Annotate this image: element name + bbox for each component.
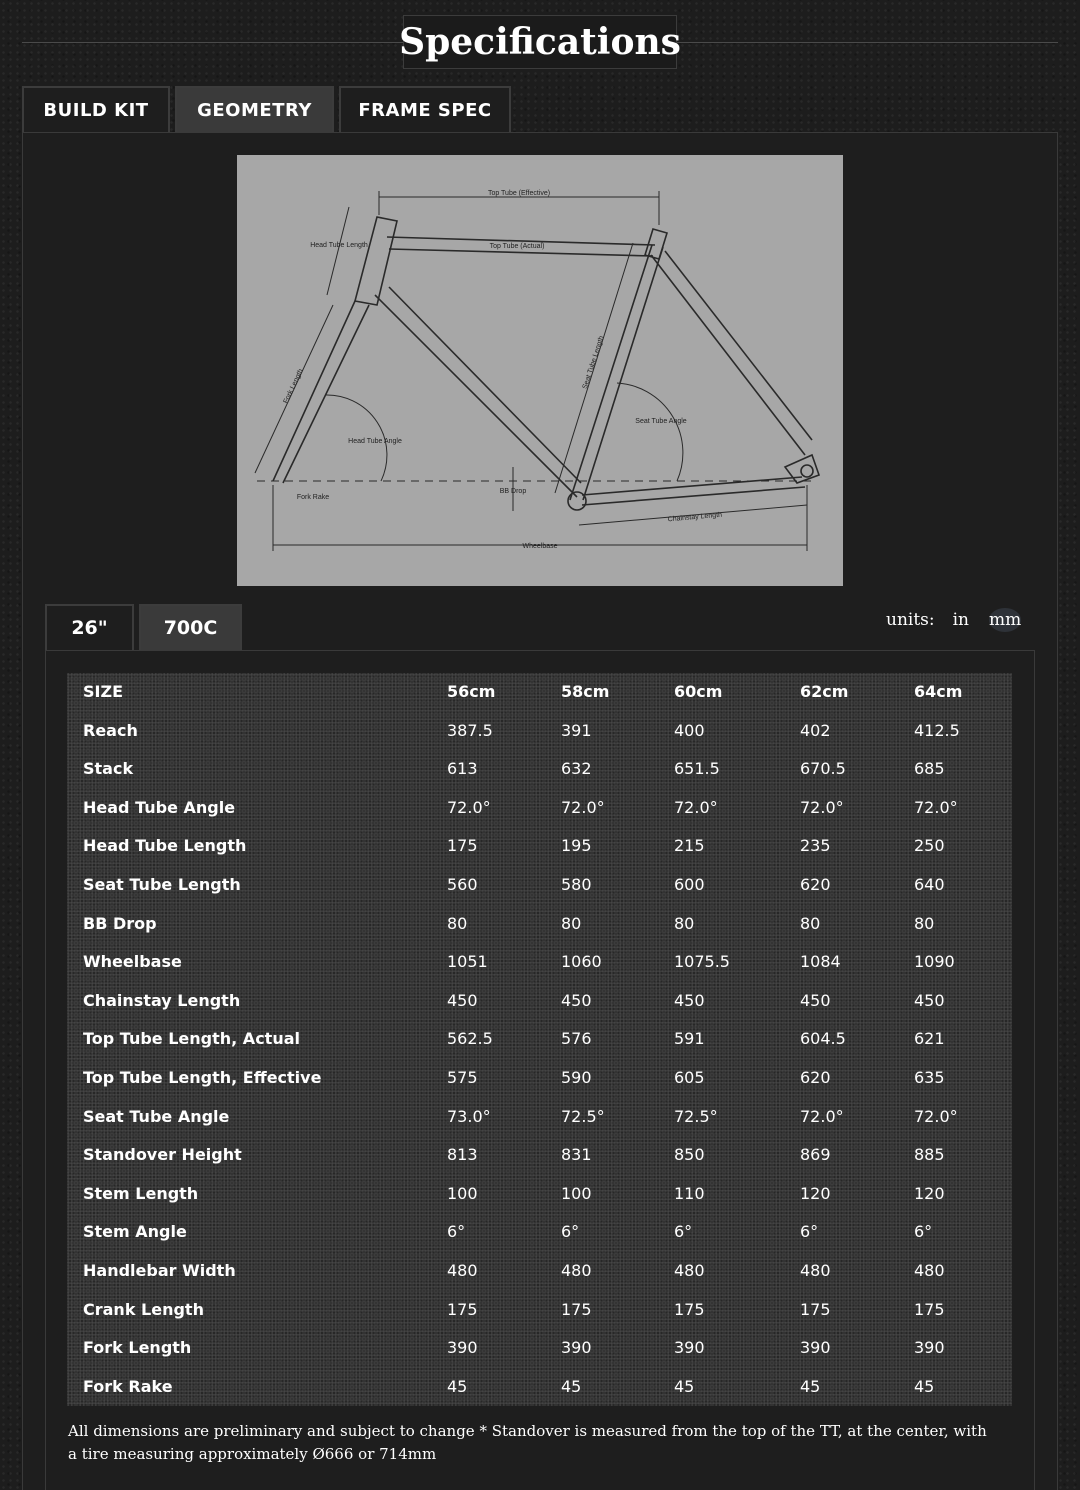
tab-build-kit[interactable]: BUILD KIT: [22, 86, 170, 132]
cell-58cm: 175: [561, 1300, 592, 1319]
cell-56cm: 450: [447, 991, 478, 1010]
cell-60cm: 450: [674, 991, 705, 1010]
header-cell-56cm: 56cm: [447, 682, 496, 701]
row-label: Fork Length: [83, 1338, 192, 1357]
cell-62cm: 604.5: [800, 1029, 846, 1048]
cell-60cm: 651.5: [674, 759, 720, 778]
seat-tube: [570, 245, 652, 500]
cell-62cm: 402: [800, 721, 831, 740]
cell-62cm: 480: [800, 1261, 831, 1280]
cell-56cm: 72.0°: [447, 798, 491, 817]
table-row: [67, 1098, 1012, 1136]
row-label: Crank Length: [83, 1300, 204, 1319]
cell-62cm: 6°: [800, 1222, 819, 1241]
cell-58cm: 576: [561, 1029, 592, 1048]
cell-60cm: 390: [674, 1338, 705, 1357]
cell-62cm: 80: [800, 914, 821, 933]
cell-60cm: 110: [674, 1184, 705, 1203]
cell-60cm: 6°: [674, 1222, 693, 1241]
cell-56cm: 80: [447, 914, 468, 933]
table-row: [67, 789, 1012, 827]
label-seat-tube-length: Seat Tube Length: [581, 335, 606, 390]
cell-60cm: 175: [674, 1300, 705, 1319]
cell-64cm: 80: [914, 914, 935, 933]
fork-blade: [273, 301, 355, 481]
table-row: [67, 750, 1012, 788]
cell-64cm: 250: [914, 836, 945, 855]
down-tube: [375, 295, 577, 497]
cell-56cm: 73.0°: [447, 1107, 491, 1126]
units-label: units:: [886, 610, 935, 630]
cell-62cm: 72.0°: [800, 798, 844, 817]
cell-58cm: 1060: [561, 952, 602, 971]
cell-56cm: 575: [447, 1068, 478, 1087]
cell-58cm: 580: [561, 875, 592, 894]
cell-64cm: 885: [914, 1145, 945, 1164]
cell-64cm: 685: [914, 759, 945, 778]
cell-56cm: 175: [447, 1300, 478, 1319]
cell-58cm: 45: [561, 1377, 582, 1396]
cell-64cm: 1090: [914, 952, 955, 971]
cell-60cm: 480: [674, 1261, 705, 1280]
label-top-tube-effective: Top Tube (Effective): [487, 190, 551, 197]
row-label: Stack: [83, 759, 134, 778]
cell-60cm: 600: [674, 875, 705, 894]
cell-58cm: 72.0°: [561, 798, 605, 817]
table-row: [67, 866, 1012, 904]
cell-60cm: 591: [674, 1029, 705, 1048]
table-row: [67, 1020, 1012, 1058]
cell-62cm: 620: [800, 875, 831, 894]
cell-56cm: 613: [447, 759, 478, 778]
cell-56cm: 1051: [447, 952, 488, 971]
label-head-tube-angle: Head Tube Angle: [348, 438, 402, 445]
cell-60cm: 400: [674, 721, 705, 740]
cell-64cm: 45: [914, 1377, 935, 1396]
cell-58cm: 391: [561, 721, 592, 740]
cell-58cm: 72.5°: [561, 1107, 605, 1126]
header-cell-58cm: 58cm: [561, 682, 610, 701]
cell-64cm: 72.0°: [914, 1107, 958, 1126]
row-label: Fork Rake: [83, 1377, 173, 1396]
page-title: Specifications: [403, 15, 677, 69]
header-cell-size: SIZE: [83, 682, 124, 701]
row-label: Top Tube Length, Effective: [83, 1068, 322, 1087]
units-toggle: [886, 607, 1021, 633]
label-wheelbase: Wheelbase: [522, 543, 558, 550]
cell-58cm: 480: [561, 1261, 592, 1280]
row-label: BB Drop: [83, 914, 157, 933]
cell-56cm: 100: [447, 1184, 478, 1203]
cell-56cm: 6°: [447, 1222, 466, 1241]
cell-56cm: 562.5: [447, 1029, 493, 1048]
cell-56cm: 387.5: [447, 721, 493, 740]
row-label: Wheelbase: [83, 952, 182, 971]
cell-56cm: 390: [447, 1338, 478, 1357]
cell-58cm: 450: [561, 991, 592, 1010]
chain-stay: [582, 477, 802, 495]
cell-60cm: 215: [674, 836, 705, 855]
cell-56cm: 560: [447, 875, 478, 894]
row-label: Chainstay Length: [83, 991, 241, 1010]
cell-62cm: 620: [800, 1068, 831, 1087]
table-row: [67, 1136, 1012, 1174]
cell-56cm: 175: [447, 836, 478, 855]
cell-64cm: 72.0°: [914, 798, 958, 817]
row-label: Top Tube Length, Actual: [83, 1029, 300, 1048]
header-cell-62cm: 62cm: [800, 682, 849, 701]
cell-58cm: 632: [561, 759, 592, 778]
header-cell-60cm: 60cm: [674, 682, 723, 701]
cell-60cm: 72.5°: [674, 1107, 718, 1126]
row-label: Seat Tube Angle: [83, 1107, 230, 1126]
geometry-table: [67, 673, 1012, 1406]
row-label: Handlebar Width: [83, 1261, 236, 1280]
table-row: [67, 982, 1012, 1020]
cell-58cm: 590: [561, 1068, 592, 1087]
table-header-row: [67, 673, 1012, 711]
cell-56cm: 813: [447, 1145, 478, 1164]
cell-58cm: 100: [561, 1184, 592, 1203]
cell-60cm: 605: [674, 1068, 705, 1087]
cell-62cm: 670.5: [800, 759, 846, 778]
cell-58cm: 195: [561, 836, 592, 855]
cell-64cm: 175: [914, 1300, 945, 1319]
row-label: Seat Tube Length: [83, 875, 241, 894]
tab-frame-spec[interactable]: FRAME SPEC: [339, 86, 511, 132]
table-row: [67, 1213, 1012, 1251]
cell-56cm: 480: [447, 1261, 478, 1280]
cell-62cm: 235: [800, 836, 831, 855]
cell-64cm: 412.5: [914, 721, 960, 740]
table-row: [67, 827, 1012, 865]
cell-56cm: 45: [447, 1377, 468, 1396]
cell-64cm: 480: [914, 1261, 945, 1280]
cell-60cm: 1075.5: [674, 952, 730, 971]
cell-62cm: 869: [800, 1145, 831, 1164]
table-row: [67, 712, 1012, 750]
cell-62cm: 45: [800, 1377, 821, 1396]
row-label: Head Tube Angle: [83, 798, 236, 817]
label-chainstay-length: Chainstay Length: [667, 511, 723, 524]
cell-64cm: 450: [914, 991, 945, 1010]
cell-60cm: 45: [674, 1377, 695, 1396]
seat-stay: [651, 255, 805, 455]
footnote: All dimensions are preliminary and subject to change * Standover is measured from the top of the TT, at the center, with a tire measuring approximately Ø666 or 714mm: [68, 1422, 987, 1463]
wheel-tab-700c[interactable]: 700C: [139, 604, 242, 650]
cell-62cm: 175: [800, 1300, 831, 1319]
table-row: [67, 943, 1012, 981]
bottom-bracket: [568, 492, 586, 510]
cell-62cm: 72.0°: [800, 1107, 844, 1126]
row-label: Reach: [83, 721, 138, 740]
cell-62cm: 390: [800, 1338, 831, 1357]
header-cell-64cm: 64cm: [914, 682, 963, 701]
row-label: Standover Height: [83, 1145, 242, 1164]
label-bb-drop: BB Drop: [499, 488, 527, 495]
cell-64cm: 120: [914, 1184, 945, 1203]
cell-58cm: 831: [561, 1145, 592, 1164]
cell-58cm: 390: [561, 1338, 592, 1357]
cell-58cm: 80: [561, 914, 582, 933]
head-tube: [355, 217, 397, 305]
table-row: [67, 1252, 1012, 1290]
wheel-tab-26[interactable]: 26": [45, 604, 134, 650]
row-label: Stem Angle: [83, 1222, 187, 1241]
cell-64cm: 635: [914, 1068, 945, 1087]
table-row: [67, 1059, 1012, 1097]
row-label: Stem Length: [83, 1184, 199, 1203]
label-fork-rake: Fork Rake: [296, 494, 330, 501]
units-option-in[interactable]: in: [952, 610, 970, 630]
label-fork-length: Fork Length: [282, 367, 305, 405]
cell-62cm: 120: [800, 1184, 831, 1203]
label-head-tube-length: Head Tube Length: [310, 242, 368, 249]
table-row: [67, 1175, 1012, 1213]
label-seat-tube-angle: Seat Tube Angle: [635, 418, 687, 425]
cell-60cm: 850: [674, 1145, 705, 1164]
cell-64cm: 390: [914, 1338, 945, 1357]
row-label: Head Tube Length: [83, 836, 247, 855]
cell-64cm: 621: [914, 1029, 945, 1048]
cell-64cm: 640: [914, 875, 945, 894]
table-row: [67, 1291, 1012, 1329]
label-top-tube-actual: Top Tube (Actual): [489, 243, 545, 250]
units-option-mm[interactable]: mm: [989, 610, 1022, 630]
table-row: [67, 905, 1012, 943]
cell-58cm: 6°: [561, 1222, 580, 1241]
table-row: [67, 1368, 1012, 1406]
cell-62cm: 450: [800, 991, 831, 1010]
cell-64cm: 6°: [914, 1222, 933, 1241]
frame-geometry-diagram: [237, 155, 843, 586]
tab-geometry[interactable]: GEOMETRY: [175, 86, 334, 132]
table-row: [67, 1329, 1012, 1367]
cell-60cm: 72.0°: [674, 798, 718, 817]
cell-60cm: 80: [674, 914, 695, 933]
cell-62cm: 1084: [800, 952, 841, 971]
